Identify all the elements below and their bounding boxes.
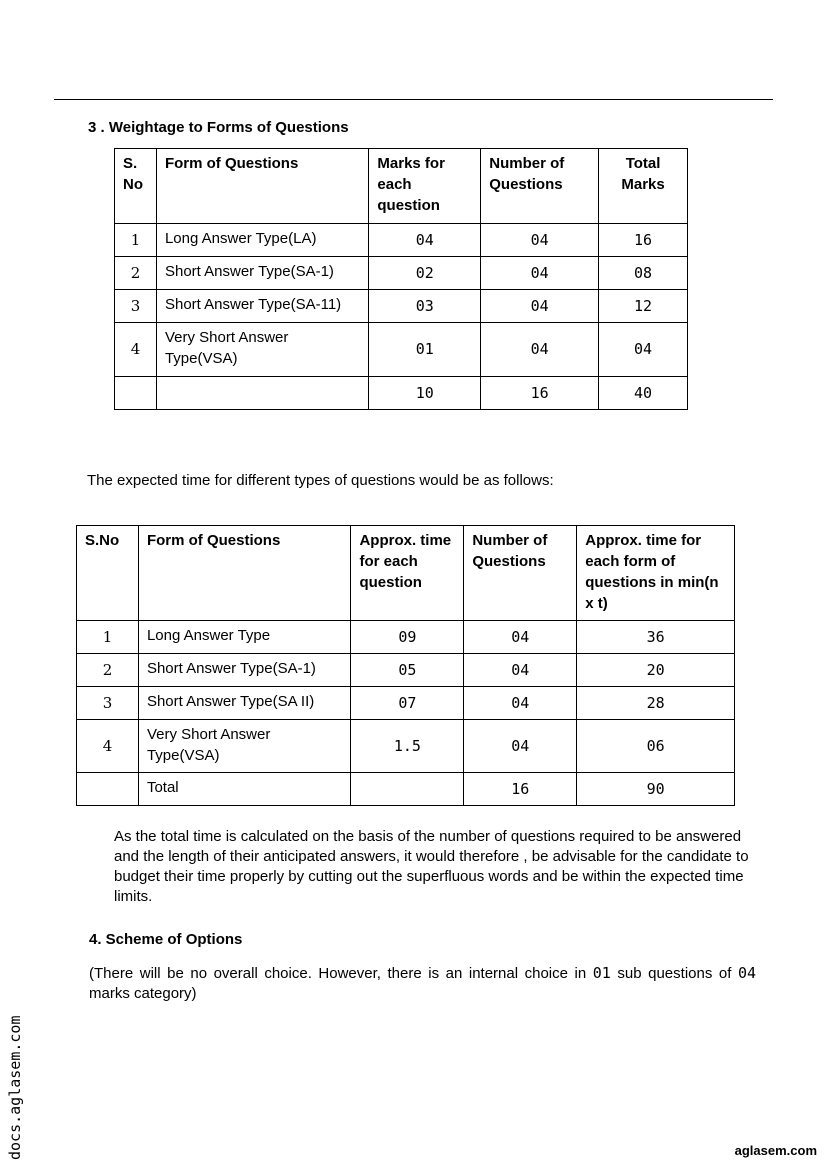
cell-sno: 2	[77, 654, 139, 687]
cell-grand-total: 90	[577, 773, 735, 806]
section-heading-options: 4. Scheme of Options	[89, 931, 243, 948]
cell-total: 16	[599, 224, 688, 257]
section-heading-weightage: 3 . Weightage to Forms of Questions	[88, 119, 349, 136]
table-row	[77, 654, 735, 687]
cell-marks: 02	[369, 257, 481, 290]
cell-grand-total: 40	[599, 377, 688, 410]
header-form: Form of Questions	[138, 526, 351, 621]
table-row	[115, 290, 688, 323]
cell-sno: 1	[115, 224, 157, 257]
cell-count: 04	[464, 720, 577, 773]
table-total-row	[77, 773, 735, 806]
time-intro-text: The expected time for different types of questions would be as follows:	[87, 472, 554, 489]
header-total: Total Marks	[599, 149, 688, 224]
cell-count: 04	[464, 654, 577, 687]
header-count: Number of Questions	[464, 526, 577, 621]
cell-empty	[77, 773, 139, 806]
cell-empty	[156, 377, 368, 410]
cell-empty	[115, 377, 157, 410]
top-divider	[54, 99, 773, 100]
header-count: Number of Questions	[481, 149, 599, 224]
cell-total: 08	[599, 257, 688, 290]
cell-count: 04	[481, 224, 599, 257]
cell-count: 04	[481, 323, 599, 377]
cell-sno: 1	[77, 621, 139, 654]
cell-count: 04	[464, 621, 577, 654]
header-sno: S.No	[77, 526, 139, 621]
options-text-after: marks category)	[89, 985, 197, 1002]
table-row	[115, 323, 688, 377]
cell-form: Short Answer Type(SA-11)	[156, 290, 368, 323]
header-total-time: Approx. time for each form of questions in min(n x t)	[577, 526, 735, 621]
cell-approx: 07	[351, 687, 464, 720]
cell-approx: 1.5	[351, 720, 464, 773]
table-row	[77, 687, 735, 720]
cell-total: 36	[577, 621, 735, 654]
cell-form: Short Answer Type(SA-1)	[138, 654, 351, 687]
cell-total: 04	[599, 323, 688, 377]
table-row	[77, 720, 735, 773]
header-sno: S. No	[115, 149, 157, 224]
header-approx-time: Approx. time for each question	[351, 526, 464, 621]
cell-count: 04	[464, 687, 577, 720]
weightage-table	[114, 148, 688, 410]
options-text	[89, 963, 756, 1004]
side-watermark: docs.aglasem.com	[6, 1015, 24, 1160]
table-row	[77, 621, 735, 654]
cell-sno: 4	[77, 720, 139, 773]
header-marks: Marks for each question	[369, 149, 481, 224]
cell-total: 20	[577, 654, 735, 687]
cell-form: Short Answer Type(SA II)	[138, 687, 351, 720]
options-text-before: (There will be no overall choice. However, there is an internal choice in	[89, 965, 593, 982]
table-row	[115, 257, 688, 290]
time-table	[76, 525, 735, 806]
cell-marks: 01	[369, 323, 481, 377]
table-row	[115, 224, 688, 257]
cell-empty	[351, 773, 464, 806]
cell-form: Long Answer Type(LA)	[156, 224, 368, 257]
cell-total: 28	[577, 687, 735, 720]
options-num-marks: 04	[737, 964, 757, 982]
cell-form: Long Answer Type	[138, 621, 351, 654]
cell-sno: 2	[115, 257, 157, 290]
cell-approx: 09	[351, 621, 464, 654]
advice-paragraph: As the total time is calculated on the basis of the number of questions required to be answered and the length of their anticipated answers, it would therefore , be advisable for the candidate to budget their time properly by cutting out the superfluous words and be within the expected time limits.	[114, 828, 749, 905]
options-num-choice: 01	[592, 964, 611, 982]
cell-form: Very Short Answer Type(VSA)	[138, 720, 351, 773]
cell-count: 04	[481, 290, 599, 323]
cell-total-marks: 10	[369, 377, 481, 410]
options-text-middle: sub questions of	[610, 965, 738, 982]
cell-total-label: Total	[138, 773, 351, 806]
cell-sno: 3	[115, 290, 157, 323]
cell-approx: 05	[351, 654, 464, 687]
cell-marks: 04	[369, 224, 481, 257]
table-header-row	[77, 526, 735, 621]
cell-total-count: 16	[464, 773, 577, 806]
cell-marks: 03	[369, 290, 481, 323]
cell-form: Very Short Answer Type(VSA)	[156, 323, 368, 377]
cell-total: 12	[599, 290, 688, 323]
header-form: Form of Questions	[156, 149, 368, 224]
cell-total: 06	[577, 720, 735, 773]
footer-site: aglasem.com	[734, 1143, 817, 1158]
cell-sno: 3	[77, 687, 139, 720]
cell-total-count: 16	[481, 377, 599, 410]
cell-form: Short Answer Type(SA-1)	[156, 257, 368, 290]
cell-count: 04	[481, 257, 599, 290]
cell-sno: 4	[115, 323, 157, 377]
table-header-row	[115, 149, 688, 224]
table-total-row	[115, 377, 688, 410]
